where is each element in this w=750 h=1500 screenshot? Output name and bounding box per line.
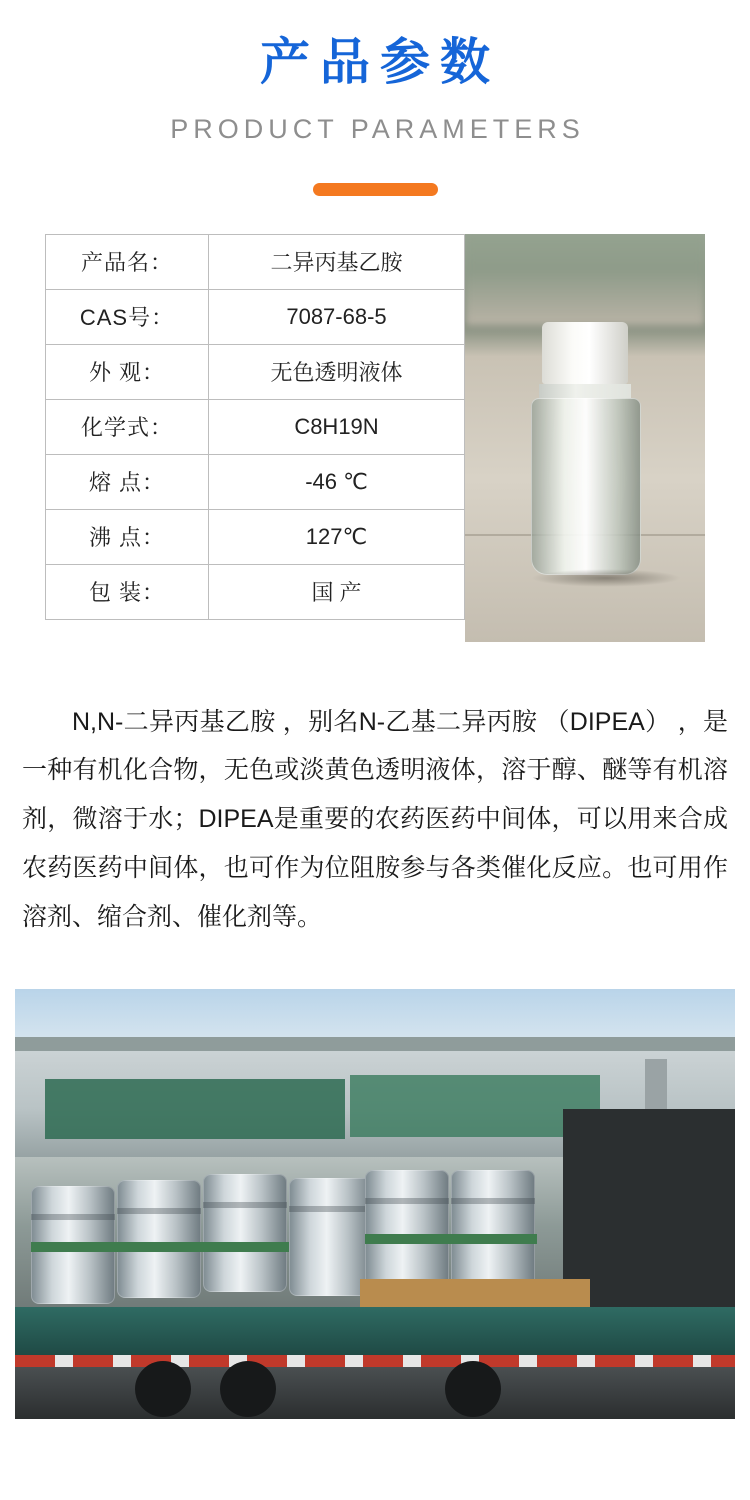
sample-bottle-illustration <box>531 322 639 587</box>
spec-key: 产品名： <box>46 234 209 289</box>
bottle-cap <box>542 322 628 384</box>
photo-drum-group <box>25 1164 545 1294</box>
drum <box>203 1174 287 1292</box>
page-title: 产品参数 <box>260 34 500 90</box>
spec-key: CAS号： <box>46 289 209 344</box>
spec-key: 外 观： <box>46 344 209 399</box>
photo-wheel <box>135 1361 191 1417</box>
specification-section <box>0 234 750 642</box>
spec-key: 熔 点： <box>46 454 209 509</box>
spec-value: 127℃ <box>209 509 465 564</box>
specification-table <box>45 234 465 620</box>
photo-ground <box>15 1367 735 1419</box>
product-photo <box>465 234 705 642</box>
photo-wheel <box>445 1361 501 1417</box>
spec-key: 化学式： <box>46 399 209 454</box>
table-row <box>46 399 465 454</box>
drum <box>117 1180 201 1298</box>
bottle-shadow <box>531 569 681 587</box>
table-row <box>46 344 465 399</box>
photo-trailer-bed <box>15 1307 735 1355</box>
drum <box>365 1170 449 1288</box>
table-row <box>46 454 465 509</box>
spec-value: -46 ℃ <box>209 454 465 509</box>
spec-key: 包 装： <box>46 564 209 619</box>
factory-photo <box>15 989 735 1419</box>
bottle-body <box>531 398 641 575</box>
photo-green-panel-left <box>45 1079 345 1139</box>
photo-reflective-stripe <box>15 1355 735 1367</box>
drum-strap <box>365 1234 537 1244</box>
photo-wheel <box>220 1361 276 1417</box>
table-row <box>46 234 465 289</box>
table-row <box>46 564 465 619</box>
bottle-neck <box>539 384 631 398</box>
product-description: N,N-二异丙基乙胺 ，别名N-乙基二异丙胺 （DIPEA） ，是一种有机化合物，无色或淡黄色透明液体，溶于醇、醚等有机溶剂，微溶于水；DIPEA是重要的农药医药中间体，可以用来合成农药医药中间体，也可作为位阻胺参与各类催化反应。也可用作溶剂、缩合剂、催化剂等。 <box>22 707 728 931</box>
spec-value: 二异丙基乙胺 <box>209 234 465 289</box>
table-row <box>46 289 465 344</box>
accent-divider <box>313 183 438 196</box>
table-row <box>46 509 465 564</box>
photo-roof-edge <box>15 1037 735 1051</box>
page-subtitle: PRODUCT PARAMETERS <box>170 113 585 144</box>
page-header <box>0 0 750 196</box>
spec-key: 沸 点： <box>46 509 209 564</box>
spec-value: 国 产 <box>209 564 465 619</box>
spec-value: 7087-68-5 <box>209 289 465 344</box>
photo-background-blur <box>465 234 705 326</box>
spec-value: C8H19N <box>209 399 465 454</box>
spec-value: 无色透明液体 <box>209 344 465 399</box>
drum-strap <box>31 1242 289 1252</box>
drum <box>451 1170 535 1288</box>
